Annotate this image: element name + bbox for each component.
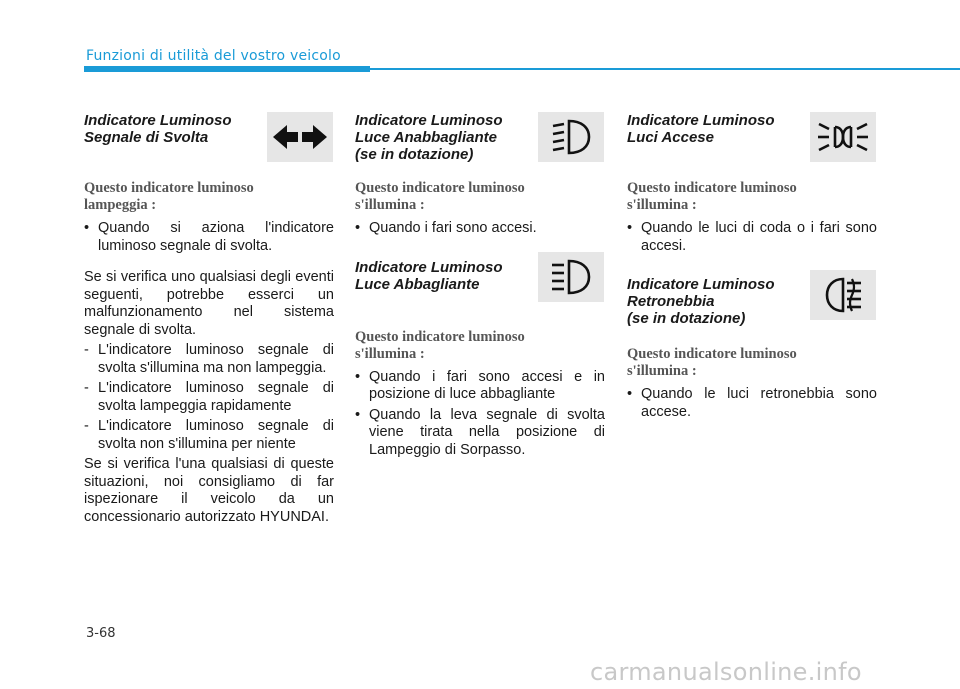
- list-item: - L'indicatore luminoso segnale di svolta s'illumina ma non lampeggia.: [84, 342, 334, 377]
- high-beam-heading: Indicatore Luminoso Luce Abbagliante: [355, 258, 503, 293]
- rear-fog-bullets: [627, 386, 877, 421]
- header-rule-thick: [84, 66, 370, 72]
- list-item: • Quando si aziona l'indicatore luminoso segnale di svolta.: [84, 220, 334, 255]
- header-rule-thin: [370, 68, 960, 70]
- list-item: • Quando le luci retronebbia sono accese.: [627, 386, 877, 421]
- turn-signal-heading: Indicatore Luminoso Segnale di Svolta: [84, 112, 232, 146]
- lights-on-icon: [810, 112, 876, 162]
- low-beam-subhead: Questo indicatore luminoso s'illumina :: [355, 180, 525, 213]
- rear-fog-icon: [810, 270, 876, 320]
- lights-on-subhead: Questo indicatore luminoso s'illumina :: [627, 180, 797, 213]
- low-beam-bullets: [355, 220, 605, 238]
- turn-signal-advice: Se si verifica l'una qualsiasi di queste situazioni, noi consigliamo di far ispezionare il veicolo da un concessionario autorizzato HYUNDAI.: [84, 456, 334, 525]
- section-title: Funzioni di utilità del vostro veicolo: [86, 48, 341, 64]
- high-beam-subhead: Questo indicatore luminoso s'illumina :: [355, 328, 525, 362]
- page-number: 3-68: [86, 626, 116, 641]
- rear-fog-subhead: Questo indicatore luminoso s'illumina :: [627, 346, 797, 379]
- turn-signal-arrows-icon: [267, 112, 333, 162]
- high-beam-bullets: [355, 369, 605, 460]
- turn-signal-paragraph: Se si verifica uno qualsiasi degli eventi seguenti, potrebbe esserci un malfunzionamento nel sistema segnale di svolta.: [84, 269, 334, 338]
- list-item: - L'indicatore luminoso segnale di svolta lampeggia rapidamente: [84, 380, 334, 415]
- list-item: • Quando i fari sono accesi e in posizione di luce abbagliante: [355, 369, 605, 404]
- list-item: • Quando i fari sono accesi.: [355, 220, 605, 238]
- low-beam-icon: [538, 112, 604, 162]
- lights-on-bullets: [627, 220, 877, 255]
- column-lights: [627, 112, 877, 424]
- list-item: • Quando le luci di coda o i fari sono accesi.: [627, 220, 877, 255]
- turn-signal-subhead: Questo indicatore luminoso lampeggia :: [84, 180, 254, 213]
- list-item: - L'indicatore luminoso segnale di svolta non s'illumina per niente: [84, 418, 334, 453]
- turn-signal-bullets: [84, 220, 334, 255]
- column-beams: [355, 112, 605, 462]
- watermark: carmanualsonline.info: [590, 658, 862, 686]
- low-beam-heading: Indicatore Luminoso Luce Anabbagliante (se in dotazione): [355, 112, 503, 163]
- high-beam-icon: [538, 252, 604, 302]
- column-turn-signal: [84, 112, 334, 526]
- turn-signal-dash-list: [84, 342, 334, 453]
- list-item: • Quando la leva segnale di svolta viene tirata nella posizione di Lampeggio di Sorpasso.: [355, 407, 605, 460]
- lights-on-heading: Indicatore Luminoso Luci Accese: [627, 112, 775, 146]
- rear-fog-heading: Indicatore Luminoso Retronebbia (se in dotazione): [627, 276, 775, 327]
